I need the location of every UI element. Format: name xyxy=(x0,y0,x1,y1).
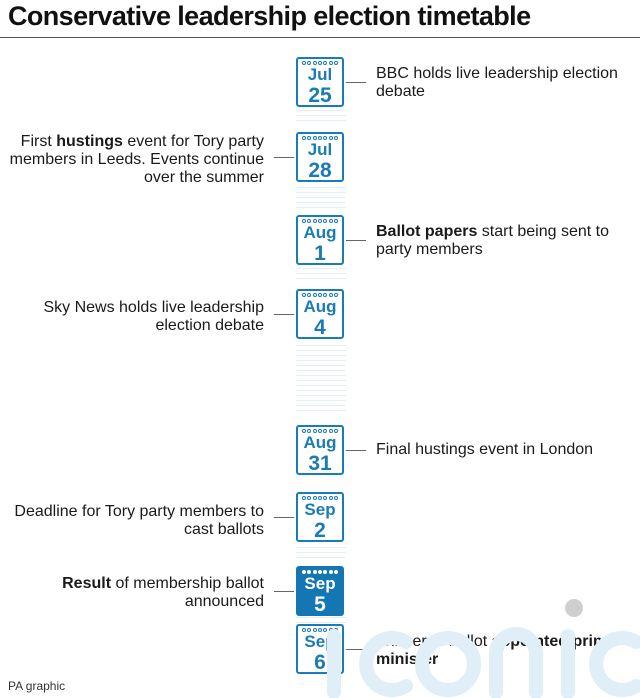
calendar-day: 6 xyxy=(314,651,326,674)
event-text: of membership ballot announced xyxy=(111,575,264,610)
connector-line xyxy=(346,82,366,83)
faint-calendar-stack xyxy=(296,187,346,209)
calendar-day: 2 xyxy=(314,519,326,542)
connector-line xyxy=(274,314,294,315)
event-emphasis: Ballot papers xyxy=(376,223,478,240)
event-emphasis: Result xyxy=(62,575,112,592)
connector-line xyxy=(274,157,294,158)
calendar-month: Aug xyxy=(303,433,337,452)
faint-calendar-stack xyxy=(296,547,346,559)
calendar-date-icon xyxy=(296,492,344,542)
connector-line xyxy=(346,240,366,241)
event-text: First xyxy=(20,133,57,150)
faint-calendar-stack xyxy=(296,345,346,415)
calendar-month: Sep xyxy=(304,500,336,519)
event-emphasis: hustings xyxy=(56,133,123,150)
event-description xyxy=(0,133,264,187)
calendar-day: 28 xyxy=(308,159,332,182)
title-divider xyxy=(0,37,640,38)
calendar-day: 5 xyxy=(314,593,326,616)
calendar-date-icon xyxy=(296,289,344,339)
faint-calendar-stack xyxy=(296,268,346,282)
calendar-day: 25 xyxy=(308,84,332,107)
calendar-month: Jul xyxy=(307,65,333,84)
event-text: event for Tory party members in Leeds. Events continue over the summer xyxy=(9,133,264,186)
calendar-date-icon xyxy=(296,425,344,475)
calendar-day: 4 xyxy=(314,316,326,339)
event-text: Winner of ballot xyxy=(376,633,492,650)
event-description xyxy=(376,441,636,459)
event-description xyxy=(376,223,636,259)
event-text: Deadline for Tory party members to cast ballots xyxy=(14,503,264,538)
connector-line xyxy=(274,517,294,518)
event-description xyxy=(376,65,636,101)
credit-text: PA graphic xyxy=(8,679,66,693)
event-description xyxy=(0,575,264,611)
calendar-month: Aug xyxy=(303,223,337,242)
event-text: BBC holds live leadership election debate xyxy=(376,65,618,100)
page-title: Conservative leadership election timetable xyxy=(8,1,531,31)
watermark-logo xyxy=(320,596,640,698)
connector-line xyxy=(274,591,294,592)
faint-calendar-stack xyxy=(296,110,346,124)
calendar-month: Sep xyxy=(304,574,336,593)
calendar-day: 1 xyxy=(314,242,326,265)
event-text: Final hustings event in London xyxy=(376,441,594,458)
event-description xyxy=(0,503,264,539)
event-text: start being sent to party members xyxy=(376,223,609,258)
calendar-date-icon xyxy=(296,132,344,182)
event-emphasis: appointed prime minister xyxy=(376,633,617,668)
event-description xyxy=(0,299,264,335)
calendar-date-icon xyxy=(296,215,344,265)
calendar-month: Sep xyxy=(304,632,336,651)
calendar-date-icon xyxy=(296,57,344,107)
connector-line xyxy=(346,450,366,451)
event-text: Sky News holds live leadership election debate xyxy=(43,299,264,334)
calendar-month: Jul xyxy=(307,140,333,159)
calendar-month: Aug xyxy=(303,297,337,316)
calendar-day: 31 xyxy=(308,452,332,475)
